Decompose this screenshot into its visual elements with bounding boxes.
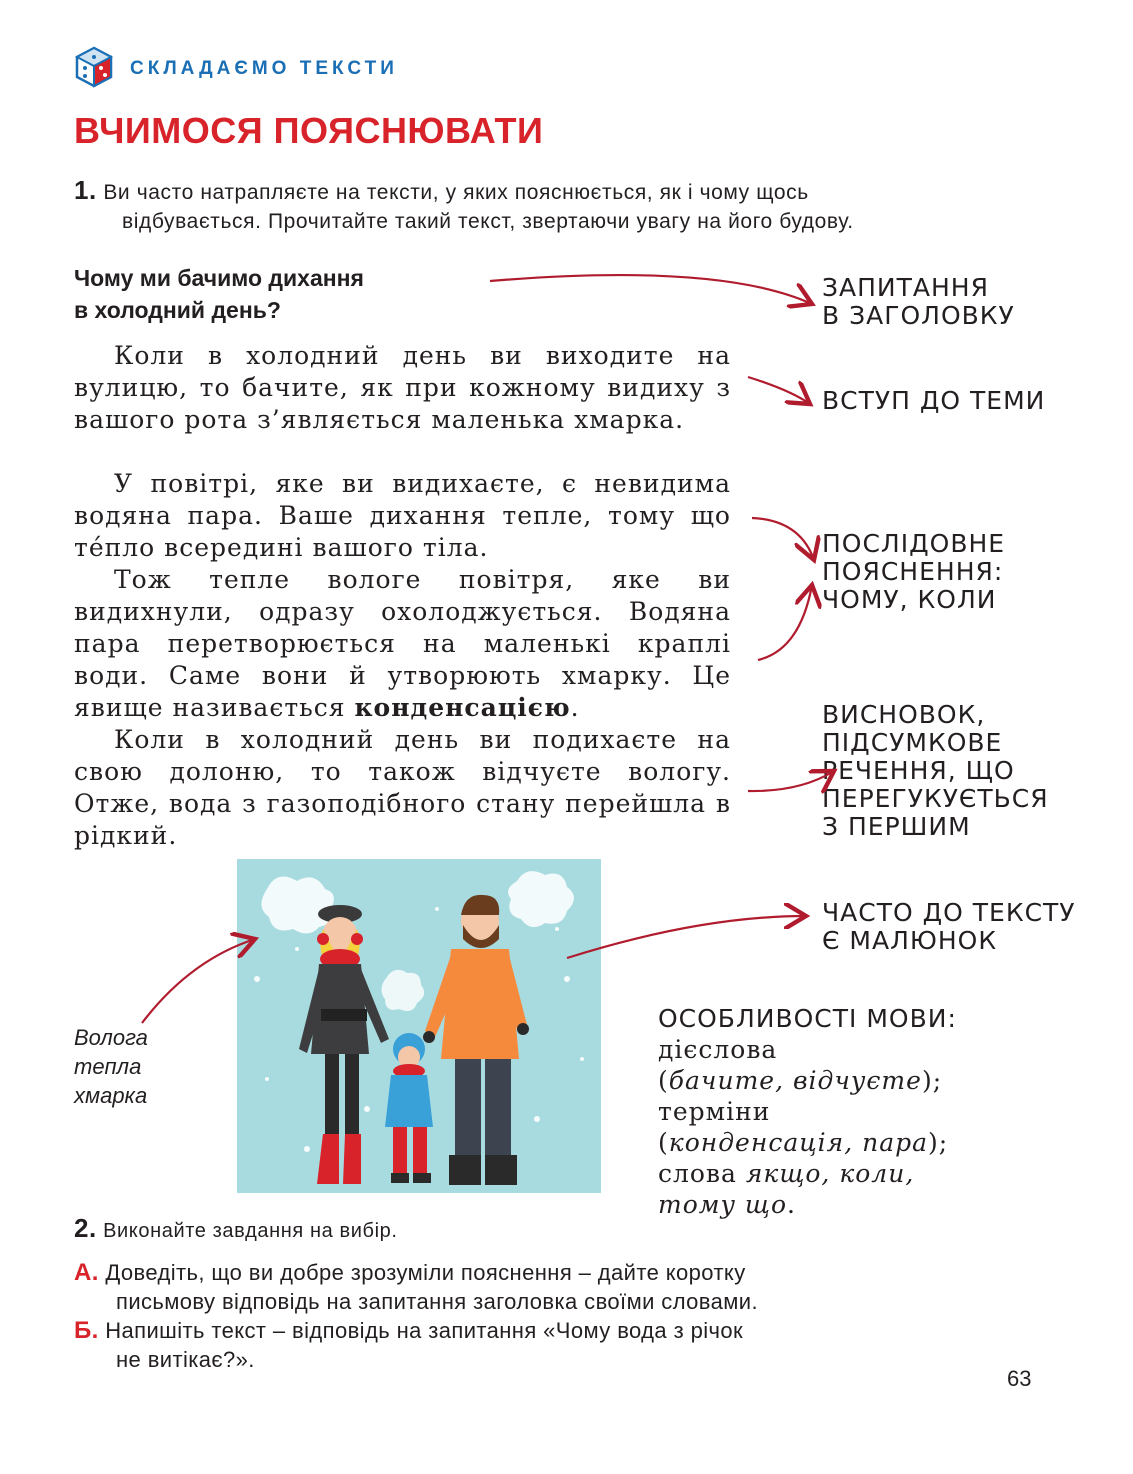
paragraph-3 — [74, 564, 731, 724]
language-features — [658, 1003, 988, 1220]
page-number: 63 — [1007, 1366, 1032, 1391]
annotation-line: ВИСНОВОК, — [822, 700, 986, 729]
annotation-conclusion — [822, 701, 1049, 841]
annotation-line: ЧОМУ, КОЛИ — [822, 585, 997, 614]
task-1-line-2: відбувається. Прочитайте такий текст, звертаючи увагу на його будову. — [122, 210, 854, 233]
paragraph-1-text: Коли в холодний день ви виходите на вулицю, то бачите, як при кожному видиху з вашого рота з’являється маленька хмарка. — [74, 341, 731, 434]
term-condensation: конденсацією — [354, 693, 571, 722]
task-2-option-a — [74, 1258, 914, 1316]
task-1 — [74, 176, 1034, 236]
arrow-question — [490, 275, 812, 304]
words-examples-1: якщо, коли, — [745, 1159, 915, 1188]
annotation-line: ЧАСТО ДО ТЕКСТУ — [822, 898, 1076, 927]
annotation-line: ПЕРЕГУКУЄТЬСЯ — [822, 784, 1049, 813]
annotation-explanation — [822, 530, 1005, 614]
words-line — [658, 1158, 988, 1189]
annotation-line: В ЗАГОЛОВКУ — [822, 301, 1015, 330]
winter-family-illustration — [237, 859, 601, 1193]
annotation-line: ВСТУП ДО ТЕМИ — [822, 386, 1046, 415]
option-a-line-1: Доведіть, що ви добре зрозуміли пояснення – дайте коротку — [105, 1260, 746, 1285]
annotation-line: З ПЕРШИМ — [822, 812, 971, 841]
cube-icon — [74, 46, 114, 88]
caption-line: тепла — [74, 1054, 142, 1079]
arrow-picture — [567, 916, 806, 958]
annotation-line: ПОЯСНЕННЯ: — [822, 557, 1004, 586]
terms-examples: (конденсація, пара); — [658, 1128, 949, 1157]
terms-label: терміни — [658, 1097, 771, 1126]
task-2-option-b — [74, 1316, 914, 1374]
verbs-label: дієслова — [658, 1035, 778, 1064]
text-heading — [74, 262, 494, 326]
option-b-line-2: не витікає?». — [116, 1347, 255, 1372]
option-a-line-2: письмову відповідь на запитання заголовка своїми словами. — [116, 1289, 759, 1314]
task-1-line-1: Ви часто натрапляєте на тексти, у яких пояснюється, як і чому щось — [103, 181, 809, 204]
option-b-line-1: Напишіть текст – відповідь на запитання «Чому вода з річок — [105, 1318, 744, 1343]
paragraph-2-text: У повітрі, яке ви видихаєте, є невидима водяна пара. Ваше дихання тепле, тому що те́пло всередині вашого тіла. — [74, 469, 731, 562]
paragraph-2 — [74, 468, 731, 564]
illustration-caption — [74, 1023, 148, 1110]
option-a-label: А. — [74, 1259, 99, 1286]
option-b-label: Б. — [74, 1317, 99, 1344]
annotation-line: ПІДСУМКОВЕ — [822, 728, 1003, 757]
paragraph-3-text: Тож тепле вологе повітря, яке ви видихнули, одразу охолоджується. Водяна пара перетворюється на маленькі краплі води. Саме вони й утворюють хмарку. Це явище називається — [74, 565, 731, 722]
arrow-intro — [748, 377, 810, 404]
arrow-explanation-bottom — [758, 585, 812, 660]
text-heading-line-1: Чому ми бачимо дихання — [74, 265, 364, 291]
paragraph-4 — [74, 724, 731, 852]
verbs-examples-text: бачите, відчуєте — [668, 1066, 922, 1095]
arrow-explanation-top — [752, 518, 814, 560]
terms-examples-text: конденсація, пара — [668, 1128, 929, 1157]
task-2 — [74, 1213, 398, 1244]
task-number: 2. — [74, 1213, 97, 1243]
annotation-intro — [822, 387, 1045, 415]
annotation-line: ПОСЛІДОВНЕ — [822, 529, 1006, 558]
page-title: ВЧИМОСЯ ПОЯСНЮВАТИ — [74, 110, 544, 151]
verbs-examples: (бачите, відчуєте); — [658, 1066, 943, 1095]
annotation-line: ЗАПИТАННЯ — [822, 273, 989, 302]
paragraph-3-end: . — [570, 693, 580, 722]
annotation-line: Є МАЛЮНОК — [822, 926, 998, 955]
caption-line: хмарка — [74, 1083, 148, 1108]
language-features-heading: ОСОБЛИВОСТІ МОВИ: — [658, 1004, 957, 1033]
words-examples-2: тому що — [658, 1190, 788, 1219]
annotation-picture — [822, 899, 1076, 955]
section-label: СКЛАДАЄМО ТЕКСТИ — [130, 58, 398, 79]
paragraph-4-text: Коли в холодний день ви подихаєте на свою долоню, то також відчуєте вологу. Отже, вода з газоподібного стану перейшла в рідкий. — [74, 725, 731, 850]
annotation-question — [822, 274, 1015, 330]
caption-line: Волога — [74, 1025, 148, 1050]
words-line-2: тому що. — [658, 1190, 796, 1219]
words-label: слова — [658, 1159, 737, 1188]
task-2-text: Виконайте завдання на вибір. — [103, 1220, 398, 1242]
text-heading-line-2: в холодний день? — [74, 297, 281, 323]
annotation-line: РЕЧЕННЯ, ЩО — [822, 756, 1015, 785]
task-number: 1. — [74, 175, 97, 205]
paragraph-1 — [74, 340, 731, 436]
